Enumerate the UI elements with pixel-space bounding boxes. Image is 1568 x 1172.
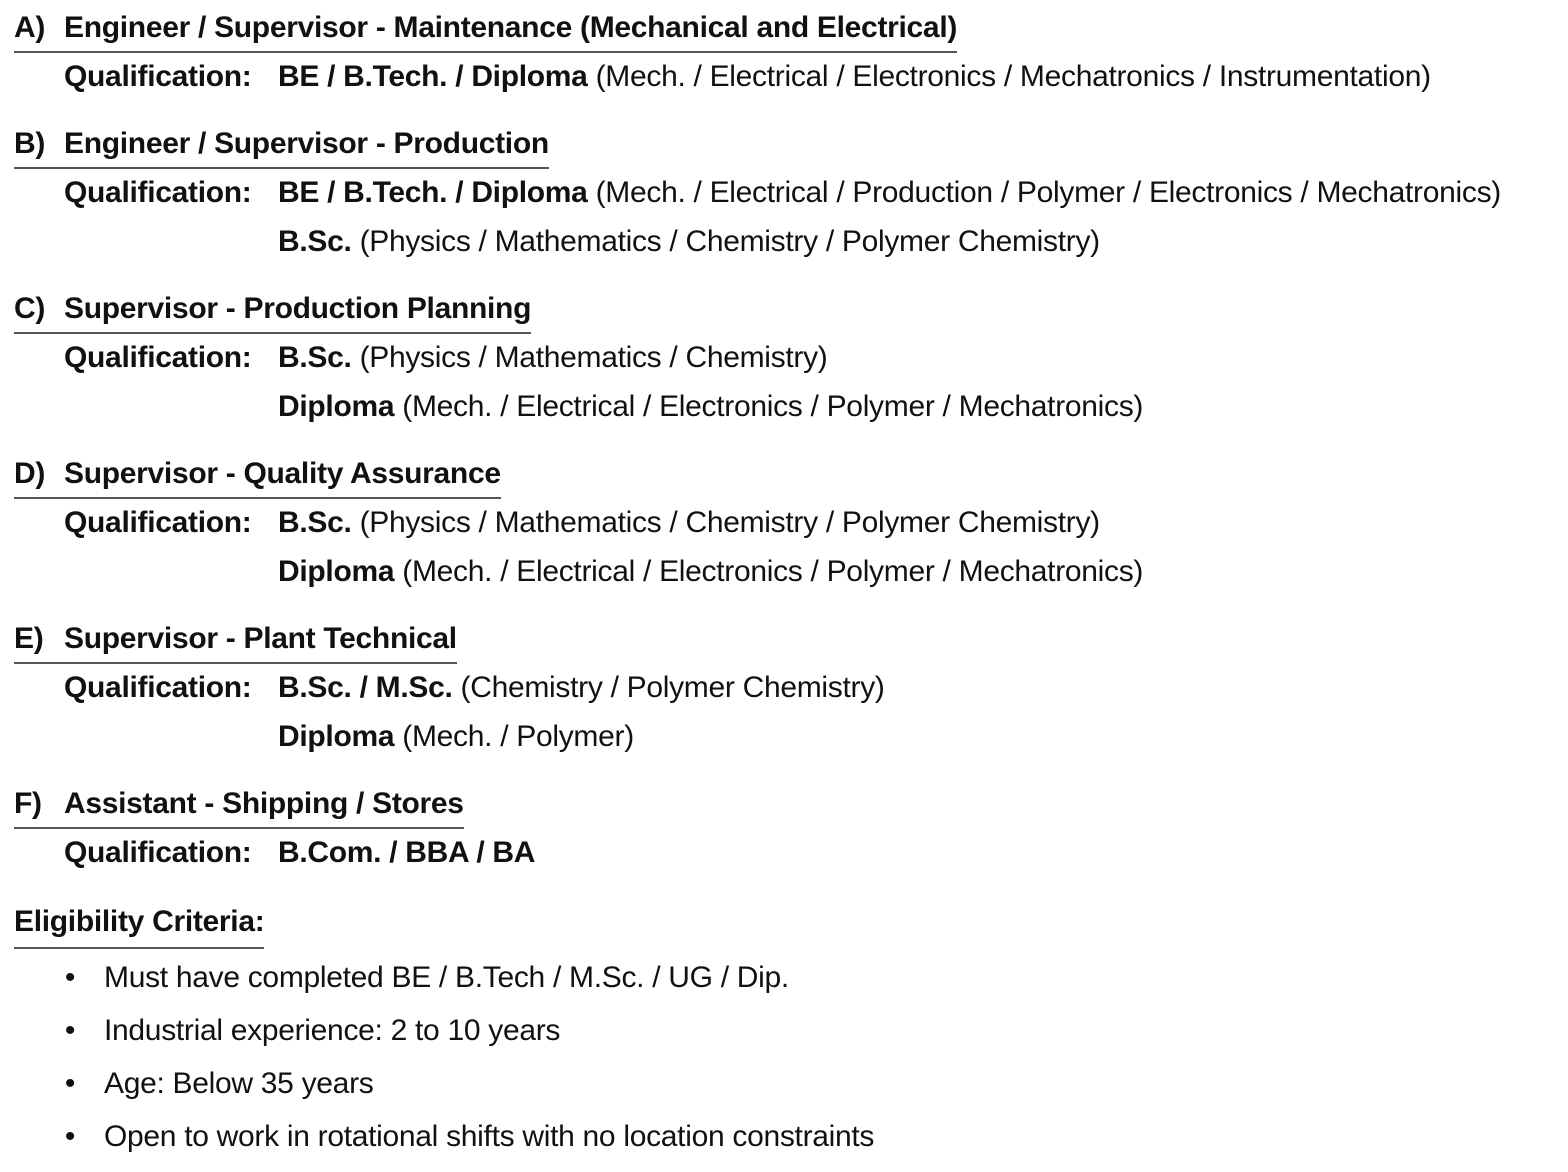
position-e (14, 619, 457, 664)
qualification-line (64, 503, 1100, 543)
qualification-degree: Diploma (278, 720, 395, 753)
position-d (14, 454, 501, 499)
eligibility-heading: Eligibility Criteria: (14, 902, 264, 949)
position-title: Engineer / Supervisor - Maintenance (Mechanical and Electrical) (64, 11, 958, 44)
qualification-line (64, 833, 535, 873)
position-letter: F) (14, 787, 42, 820)
position-heading (14, 8, 957, 53)
qualification-degree: B.Sc. / M.Sc. (278, 671, 453, 704)
list-item-text: Must have completed BE / B.Tech / M.Sc. / UG / Dip. (104, 961, 789, 994)
qualification-line (64, 57, 1431, 97)
position-title: Supervisor - Quality Assurance (64, 457, 501, 490)
position-letter: B) (14, 127, 46, 160)
qualification-degree: Diploma (278, 390, 395, 423)
qualification-degree: B.Com. / BBA / BA (278, 836, 536, 869)
position-letter: E) (14, 622, 44, 655)
qualification-line (278, 717, 634, 757)
position-heading (14, 454, 501, 499)
qualification-degree: B.Sc. (278, 225, 352, 258)
position-b (14, 124, 549, 169)
qualification-line (64, 338, 828, 378)
qualification-degree: Diploma (278, 555, 395, 588)
position-title: Supervisor - Plant Technical (64, 622, 457, 655)
qualification-degree: BE / B.Tech. / Diploma (278, 60, 588, 93)
qualification-degree: BE / B.Tech. / Diploma (278, 176, 588, 209)
position-letter: A) (14, 11, 46, 44)
qualification-streams: (Mech. / Electrical / Electronics / Polymer / Mechatronics) (394, 555, 1144, 588)
qualification-streams: (Mech. / Polymer) (394, 720, 634, 753)
qualification-streams: (Mech. / Electrical / Electronics / Polymer / Mechatronics) (394, 390, 1144, 423)
qualification-streams: (Physics / Mathematics / Chemistry) (351, 341, 828, 374)
position-f (14, 784, 464, 829)
position-heading (14, 124, 549, 169)
position-letter: D) (14, 457, 46, 490)
qualification-streams: (Mech. / Electrical / Production / Polymer / Electronics / Mechatronics) (587, 176, 1501, 209)
bullet-icon: • (64, 1067, 76, 1100)
qualification-label: Qualification: (64, 506, 252, 539)
position-title: Engineer / Supervisor - Production (64, 127, 549, 160)
qualification-streams: (Chemistry / Polymer Chemistry) (452, 671, 885, 704)
position-letter: C) (14, 292, 46, 325)
qualification-line (278, 387, 1143, 427)
list-item-text: Open to work in rotational shifts with no location constraints (104, 1120, 875, 1153)
list-item-text: Age: Below 35 years (104, 1067, 374, 1100)
qualification-degree: B.Sc. (278, 341, 352, 374)
position-heading (14, 289, 531, 334)
qualification-line (64, 173, 1501, 213)
bullet-icon: • (64, 1014, 76, 1047)
position-c (14, 289, 531, 334)
qualification-streams: (Physics / Mathematics / Chemistry / Polymer Chemistry) (351, 506, 1100, 539)
qualification-label: Qualification: (64, 671, 252, 704)
qualification-label: Qualification: (64, 341, 252, 374)
qualification-label: Qualification: (64, 836, 252, 869)
qualification-line (64, 668, 885, 708)
qualification-line (278, 222, 1100, 262)
qualification-label: Qualification: (64, 176, 252, 209)
bullet-icon: • (64, 1120, 76, 1153)
qualification-streams: (Mech. / Electrical / Electronics / Mechatronics / Instrumentation) (587, 60, 1431, 93)
position-heading (14, 784, 464, 829)
qualification-streams: (Physics / Mathematics / Chemistry / Polymer Chemistry) (351, 225, 1100, 258)
qualification-degree: B.Sc. (278, 506, 352, 539)
bullet-icon: • (64, 961, 76, 994)
position-title: Supervisor - Production Planning (64, 292, 532, 325)
list-item-text: Industrial experience: 2 to 10 years (104, 1014, 561, 1047)
qualification-label: Qualification: (64, 60, 252, 93)
position-title: Assistant - Shipping / Stores (64, 787, 464, 820)
position-heading (14, 619, 457, 664)
position-a (14, 8, 957, 53)
qualification-line (278, 552, 1143, 592)
